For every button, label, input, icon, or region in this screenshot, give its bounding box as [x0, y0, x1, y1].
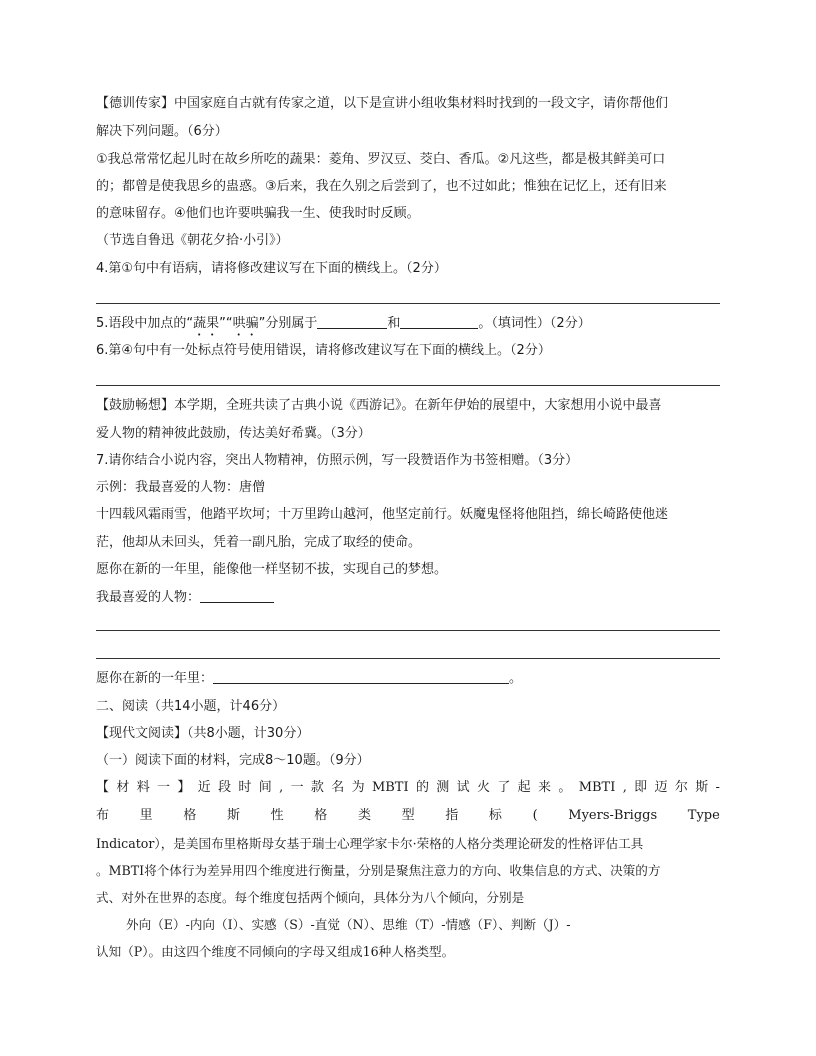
- material1-glyph: 火: [476, 780, 490, 795]
- material1-glyph: 即: [634, 780, 648, 795]
- passage-line1: ①我总常常忆起儿时在故乡所吃的蔬果：菱角、罗汉豆、茭白、香瓜。②凡这些，都是极其鲜美可口: [96, 152, 666, 167]
- material1-glyph: 近: [197, 780, 211, 795]
- material1-glyph: Type: [687, 808, 720, 823]
- answer-line-q4[interactable]: [96, 303, 720, 304]
- material1-glyph: 料: [136, 780, 150, 795]
- material1-line1: [96, 778, 720, 798]
- wish-line: [96, 669, 720, 689]
- favorite-blank[interactable]: [200, 588, 274, 603]
- answer-line-q7-1[interactable]: [96, 630, 720, 631]
- material1-glyph: 尔: [674, 780, 688, 795]
- passage-source: （节选自鲁迅《朝花夕拾·小引》）: [96, 233, 289, 248]
- answer-line-q6[interactable]: [96, 385, 720, 386]
- section2-subtitle: 【现代文阅读】（共8小题，计30分）: [96, 726, 310, 741]
- q5-mid1: ”“: [219, 316, 233, 331]
- q5-prefix: 5.语段中加点的“: [96, 316, 194, 331]
- question-4: 4.第①句中有语病，请将修改建议写在下面的横线上。（2分）: [96, 261, 447, 276]
- material1-glyph: 迈: [654, 780, 668, 795]
- material1-line7: 认知（P）。由这四个维度不同倾向的字母又组成16种人格类型。: [96, 944, 455, 959]
- material1-line6: 外向（E）-内向（I）、实感（S）-直觉（N）、思维（T）-情感（F）、判断（J）-: [126, 917, 571, 932]
- guli-intro-line2: 爱人物的精神彼此鼓励，传达美好希冀。（3分）: [96, 426, 371, 441]
- q5-and: 和: [387, 316, 401, 331]
- material1-line4: 。MBTI将个体行为差异用四个维度进行衡量，分别是聚焦注意力的方向、收集信息的方式、决策的方: [96, 863, 661, 878]
- material1-glyph: 斯: [695, 780, 709, 795]
- q5-word-hongpian: 哄骗: [232, 316, 259, 331]
- section2-part1: （一）阅读下面的材料，完成8～10题。（9分）: [96, 753, 370, 768]
- material1-glyph: 格: [314, 808, 328, 823]
- material1-glyph: 型: [401, 808, 415, 823]
- answer-line-q7-2[interactable]: [96, 658, 720, 659]
- material1-glyph: 一: [157, 780, 171, 795]
- material1-glyph: ,: [622, 780, 627, 795]
- example-line3: 愿你在新的一年里，能像他一样坚韧不拔，实现自己的梦想。: [96, 562, 448, 577]
- q5-blank-2[interactable]: [400, 314, 478, 329]
- material1-glyph: 里: [139, 808, 153, 823]
- material1-glyph: 格: [183, 808, 197, 823]
- guli-intro-line1: 【鼓励畅想】本学期，全班共读了古典小说《西游记》。在新年伊始的展望中，大家想用小说中最喜: [96, 398, 662, 413]
- material1-glyph: 时: [238, 780, 252, 795]
- example-line2: 茫，他却从未回头，凭着一副凡胎，完成了取经的使命。: [96, 535, 422, 550]
- material1-glyph: 段: [218, 780, 232, 795]
- q5-suffix: 。（填词性）（2分）: [478, 316, 591, 331]
- material1-glyph: 间: [258, 780, 272, 795]
- material1-line3: Indicator），是美国布里格斯母女基于瑞士心理学家卡尔·荣格的人格分类理论研发的性格评估工具: [96, 836, 644, 851]
- material1-glyph: MBTI: [371, 780, 409, 795]
- material1-glyph: 。: [558, 780, 572, 795]
- material1-glyph: 款: [310, 780, 324, 795]
- section2-title: 二、阅读（共14小题，计46分）: [96, 699, 286, 714]
- q5-word-shuguo: 蔬果: [193, 316, 220, 331]
- wish-end: 。: [509, 671, 523, 686]
- wish-blank[interactable]: [213, 669, 509, 684]
- material1-glyph: 】: [177, 780, 191, 795]
- wish-label: 愿你在新的一年里：: [96, 671, 214, 686]
- material1-glyph: 起: [517, 780, 531, 795]
- material1-glyph: 测: [436, 780, 450, 795]
- material1-glyph: 名: [331, 780, 345, 795]
- material1-glyph: (: [532, 808, 538, 823]
- material1-glyph: -: [715, 780, 720, 795]
- material1-glyph: 试: [456, 780, 470, 795]
- material1-line5: 式、对外在世界的态度。每个维度包括两个倾向，具体分为八个倾向，分别是: [96, 890, 525, 905]
- material1-glyph: MBTI: [578, 780, 616, 795]
- material1-glyph: 的: [415, 780, 429, 795]
- question-6: 6.第④句中有一处标点符号使用错误，请将修改建议写在下面的横线上。（2分）: [96, 343, 551, 358]
- material1-line2: [96, 806, 720, 826]
- material1-glyph: 来: [538, 780, 552, 795]
- material1-glyph: 性: [270, 808, 284, 823]
- deyun-intro-line2: 解决下列问题。（6分）: [96, 124, 228, 139]
- question-5: [96, 314, 720, 339]
- example-label: 示例：我最喜爱的人物：唐僧: [96, 480, 266, 495]
- material1-glyph: ,: [279, 780, 284, 795]
- material1-glyph: 类: [357, 808, 371, 823]
- example-line1: 十四载风霜雨雪，他踏平坎坷；十万里跨山越河，他坚定前行。妖魔鬼怪将他阻挡，绵长崎路使他迷: [96, 507, 669, 522]
- material1-glyph: Myers-Briggs: [568, 808, 658, 823]
- q5-mid2: ”分别属于: [258, 316, 318, 331]
- material1-glyph: 了: [497, 780, 511, 795]
- question-7: 7.请你结合小说内容，突出人物精神，仿照示例，写一段赞语作为书签相赠。（3分）: [96, 453, 579, 468]
- material1-glyph: 标: [488, 808, 502, 823]
- material1-glyph: 指: [445, 808, 459, 823]
- favorite-label: 我最喜爱的人物：: [96, 590, 201, 605]
- material1-glyph: 布: [96, 808, 110, 823]
- deyun-intro-line1: 【德训传家】中国家庭自古就有传家之道，以下是宣讲小组收集材料时找到的一段文字，请你帮他们: [96, 96, 669, 111]
- material1-glyph: 为: [351, 780, 365, 795]
- material1-glyph: 一: [290, 780, 304, 795]
- passage-line3: 的意味留存。④他们也许要哄骗我一生、使我时时反顾。: [96, 206, 420, 221]
- material1-glyph: 材: [116, 780, 130, 795]
- q5-blank-1[interactable]: [317, 314, 387, 329]
- material1-glyph: 斯: [226, 808, 240, 823]
- material1-glyph: 【: [96, 780, 110, 795]
- favorite-character: [96, 588, 720, 608]
- passage-line2: 的；都曾是使我思乡的蛊惑。③后来，我在久别之后尝到了，也不过如此；惟独在记忆上，还有旧来: [96, 179, 667, 194]
